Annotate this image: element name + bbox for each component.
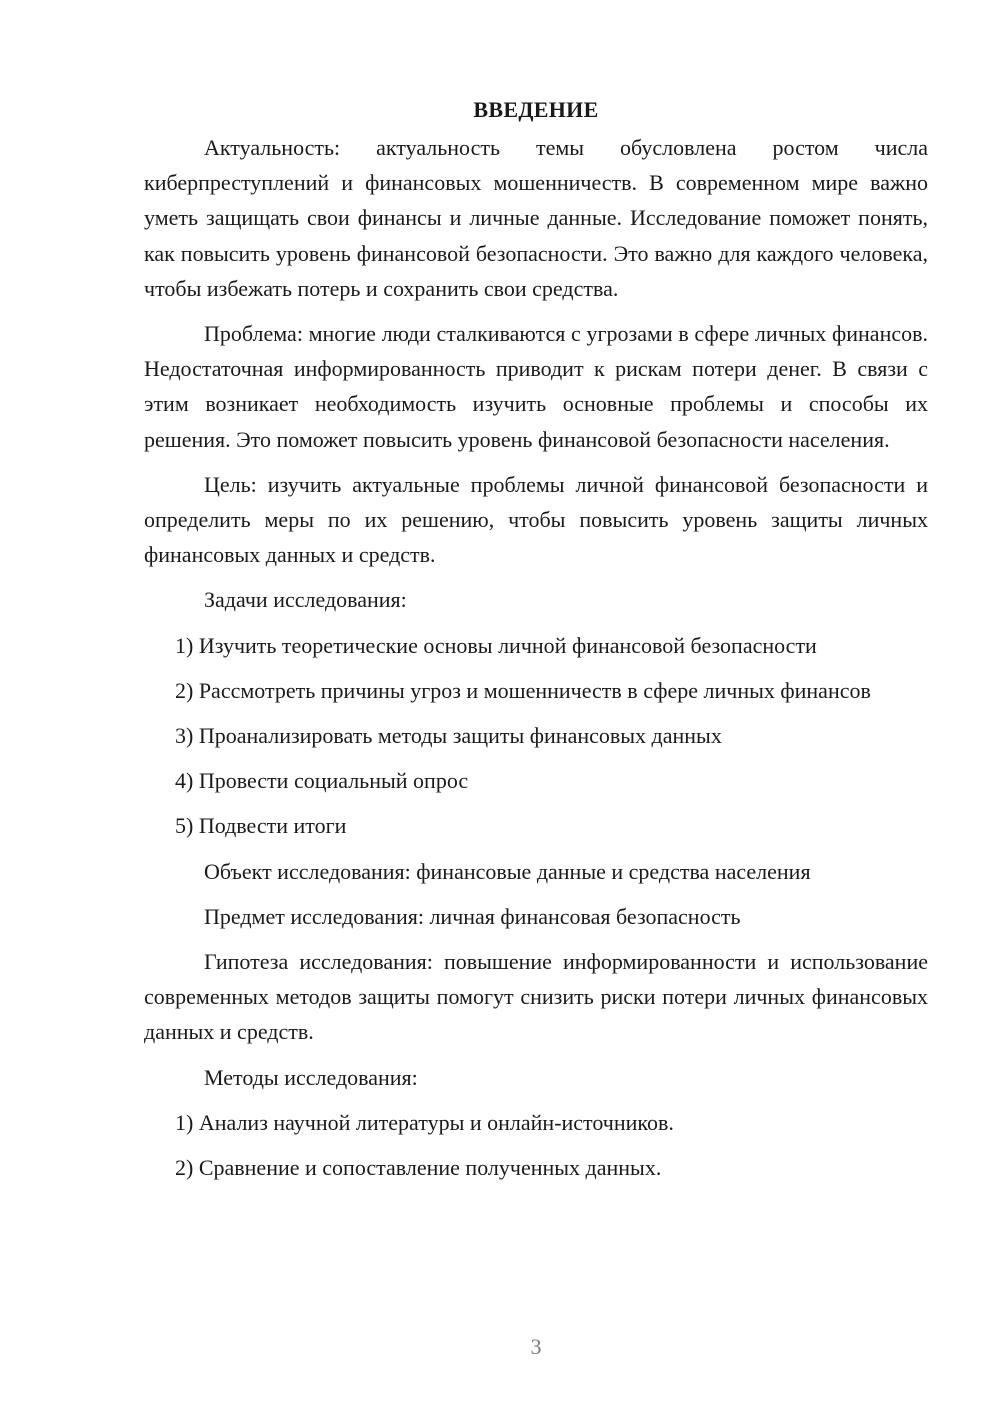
hypothesis-paragraph: Гипотеза исследования: повышение информированности и использование современных методов защиты помогут снизить риски потери личных финансовых данных и средств. (144, 949, 928, 1045)
task-item: 1) Изучить теоретические основы личной финансовой безопасности (175, 632, 817, 658)
subject-paragraph: Предмет исследования: личная финансовая безопасность (204, 903, 741, 929)
task-item: 5) Подвести итоги (175, 813, 347, 839)
section-title: ВВЕДЕНИЕ (473, 97, 599, 122)
problem-paragraph: Проблема: многие люди сталкиваются с угрозами в сфере личных финансов. Недостаточная информированность приводит к рискам потери денег. В связи с этим возникает необходимость изучить основные проблемы и способы их решения. Это поможет повысить уровень финансовой безопасности населения. (144, 321, 928, 452)
task-item: 3) Проанализировать методы защиты финансовых данных (175, 723, 722, 749)
method-item: 1) Анализ научной литературы и онлайн-источников. (175, 1109, 674, 1135)
relevance-paragraph: Актуальность: актуальность темы обусловлена ростом числа киберпреступлений и финансовых мошенничеств. В современном мире важно уметь защищать свои финансы и личные данные. Исследование поможет понять, как повысить уровень финансовой безопасности. Это важно для каждого человека, чтобы избежать потерь и сохранить свои средства. (144, 135, 928, 301)
tasks-heading: Задачи исследования: (204, 587, 407, 613)
page-number: 3 (530, 1334, 542, 1359)
object-paragraph: Объект исследования: финансовые данные и средства населения (204, 858, 811, 884)
task-item: 4) Провести социальный опрос (175, 768, 469, 794)
methods-heading: Методы исследования: (204, 1064, 418, 1090)
document-page (144, 92, 928, 1195)
goal-paragraph: Цель: изучить актуальные проблемы личной финансовой безопасности и определить меры по их решению, чтобы повысить уровень защиты личных финансовых данных и средств. (144, 471, 928, 568)
method-item: 2) Сравнение и сопоставление полученных данных. (175, 1155, 662, 1181)
task-item: 2) Рассмотреть причины угроз и мошенничеств в сфере личных финансов (175, 677, 871, 703)
